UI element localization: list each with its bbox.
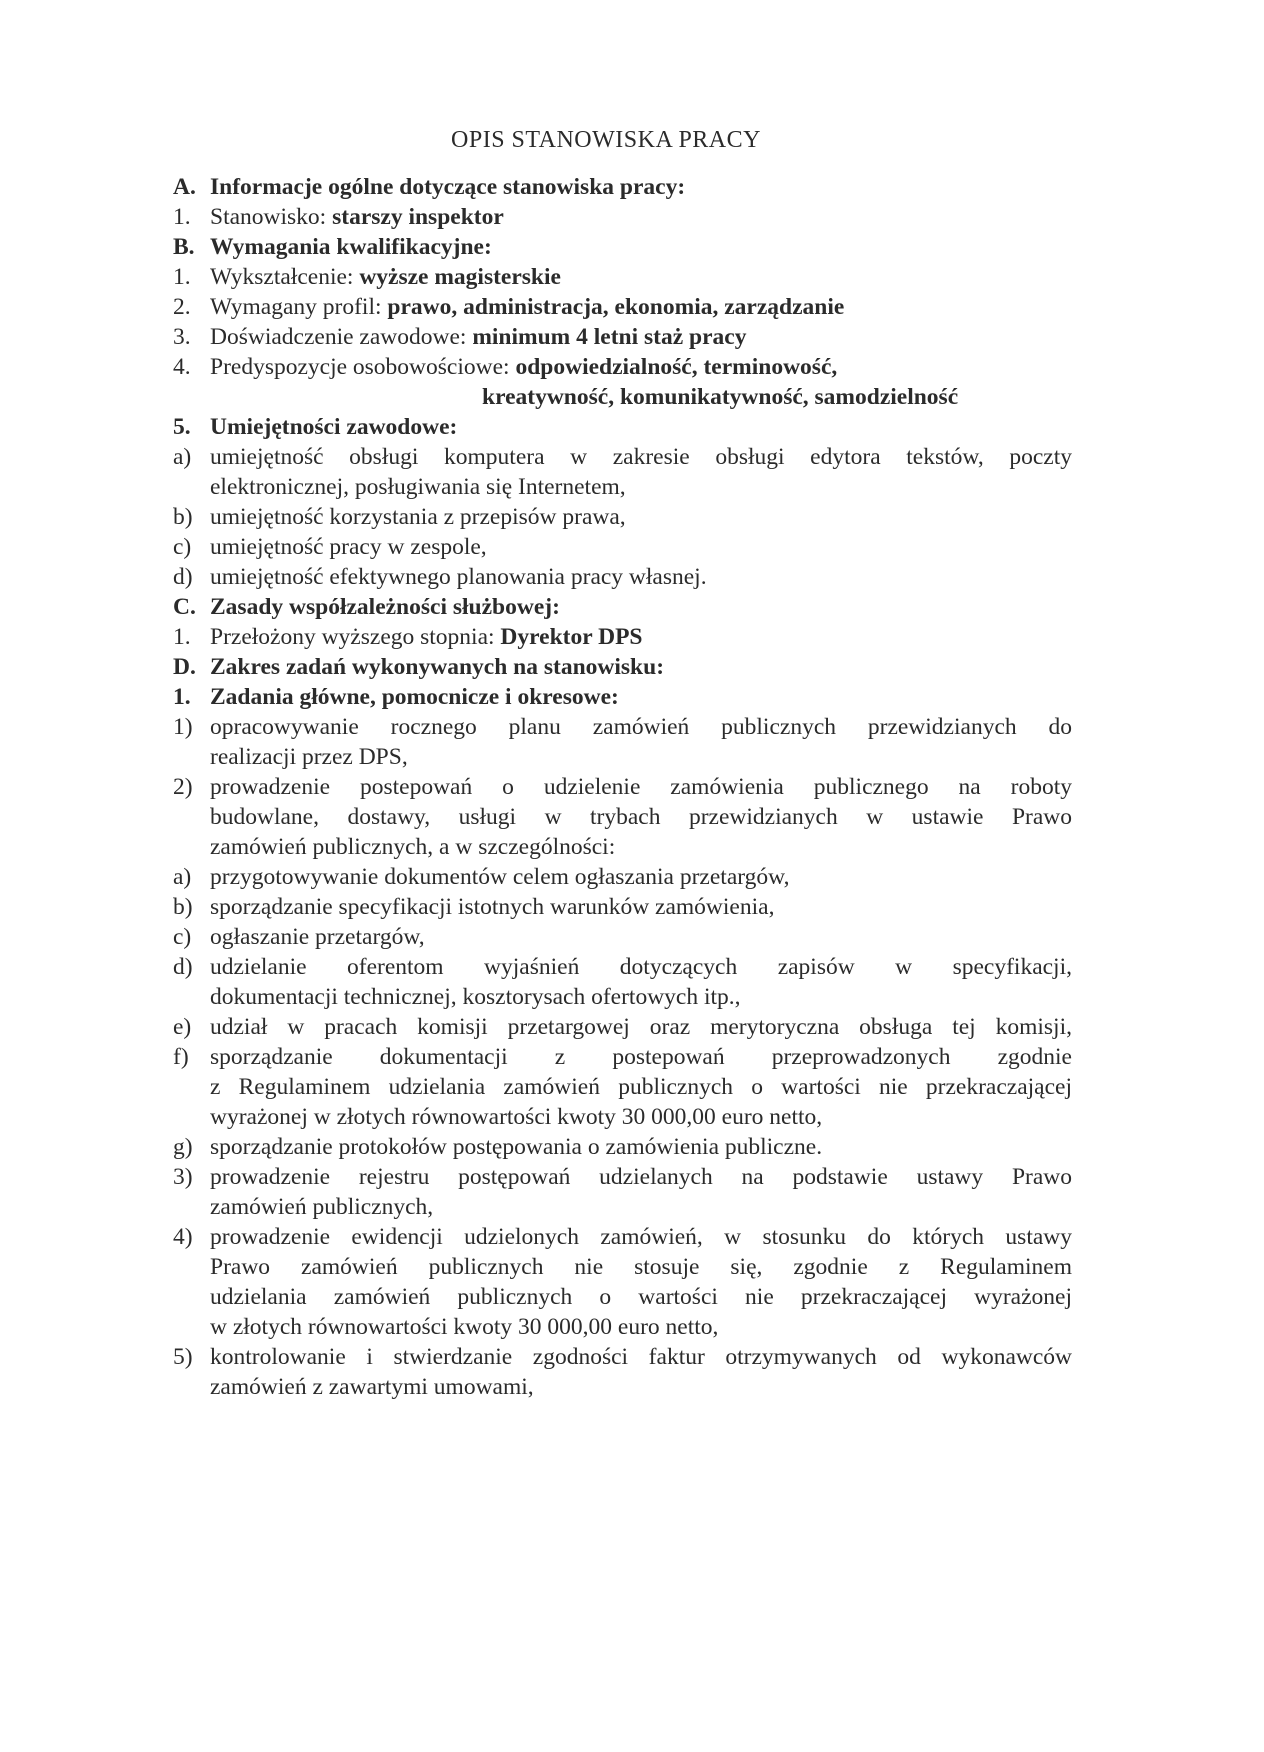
- line-text: [210, 862, 789, 892]
- line-text: [210, 232, 492, 262]
- line-marker: D.: [173, 654, 196, 680]
- line-text-plain: prowadzenie ewidencji udzielonych zamówień, w stosunku do których ustawy: [210, 1224, 1072, 1250]
- line-text-plain: kreatywność, komunikatywność, samodzielność: [482, 384, 959, 410]
- line-text: [210, 772, 1072, 802]
- line-text-plain: Wymagany profil:: [210, 294, 382, 320]
- line-text-plain: sporządzanie protokołów postępowania o zamówienia publiczne.: [210, 1134, 823, 1160]
- line-marker: 3.: [173, 324, 191, 350]
- line-text: [210, 622, 643, 652]
- line-text-plain: kontrolowanie i stwierdzanie zgodności faktur otrzymywanych od wykonawców: [210, 1344, 1072, 1370]
- line-text-plain: budowlane, dostawy, usługi w trybach przewidzianych w ustawie Prawo: [210, 804, 1072, 830]
- line-text: [210, 892, 774, 922]
- line-marker: d): [173, 954, 193, 980]
- line-text: [210, 652, 664, 682]
- line-text-plain: sporządzanie dokumentacji z postepowań przeprowadzonych zgodnie: [210, 1044, 1072, 1070]
- line-text-bold: starszy inspektor: [332, 204, 504, 230]
- line-text-plain: udzielanie oferentom wyjaśnień dotyczących zapisów w specyfikacji,: [210, 954, 1072, 980]
- line-text-plain: Wykształcenie:: [210, 264, 354, 290]
- line-text-plain: udzielania zamówień publicznych o wartości nie przekraczającej wyrażonej: [210, 1284, 1072, 1310]
- line-marker: b): [173, 894, 193, 920]
- line-text-plain: Przełożony wyższego stopnia:: [210, 624, 495, 650]
- line-text: [210, 1072, 1072, 1102]
- line-text: [210, 352, 837, 382]
- line-text-plain: Informacje ogólne dotyczące stanowiska pracy:: [210, 174, 686, 200]
- line-text: [210, 802, 1072, 832]
- line-text: [210, 832, 615, 862]
- line-text-bold: wyższe magisterskie: [359, 264, 561, 290]
- line-marker: 1): [173, 714, 193, 740]
- line-text-plain: Wymagania kwalifikacyjne:: [210, 234, 492, 260]
- document-title: OPIS STANOWISKA PRACY: [451, 127, 761, 153]
- line-text: [210, 952, 1072, 982]
- line-text: [210, 262, 561, 292]
- line-marker: B.: [173, 234, 195, 260]
- line-text: [210, 322, 746, 352]
- line-text-plain: dokumentacji technicznej, kosztorysach ofertowych itp.,: [210, 984, 741, 1010]
- line-text-plain: prowadzenie postepowań o udzielenie zamówienia publicznego na roboty: [210, 774, 1072, 800]
- line-text: [210, 502, 626, 532]
- line-marker: a): [173, 864, 192, 890]
- line-text: [210, 1282, 1072, 1312]
- line-text: [210, 1192, 433, 1222]
- line-text: [210, 172, 685, 202]
- line-marker: d): [173, 564, 193, 590]
- line-marker: 3): [173, 1164, 193, 1190]
- line-text-plain: umiejętność efektywnego planowania pracy własnej.: [210, 564, 707, 590]
- line-text-plain: Predyspozycje osobowościowe:: [210, 354, 510, 380]
- line-text-plain: Umiejętności zawodowe:: [210, 414, 458, 440]
- line-marker: 1.: [173, 684, 191, 710]
- line-marker: A.: [173, 174, 196, 200]
- line-text-plain: w złotych równowartości kwoty 30 000,00 euro netto,: [210, 1314, 719, 1340]
- line-text: [210, 592, 560, 622]
- line-text: [210, 682, 619, 712]
- line-text-plain: ogłaszanie przetargów,: [210, 924, 425, 950]
- line-text: [210, 1312, 718, 1342]
- line-marker: 2): [173, 774, 193, 800]
- line-text-plain: z Regulaminem udzielania zamówień publicznych o wartości nie przekraczającej: [210, 1074, 1072, 1100]
- line-text-plain: zamówień publicznych, a w szczególności:: [210, 834, 616, 860]
- line-text-plain: sporządzanie specyfikacji istotnych warunków zamówienia,: [210, 894, 775, 920]
- line-text: [210, 1132, 822, 1162]
- line-text: [210, 202, 504, 232]
- line-text: [210, 982, 741, 1012]
- line-text: [210, 712, 1072, 742]
- line-marker: 4.: [173, 354, 191, 380]
- line-text-plain: opracowywanie rocznego planu zamówień publicznych przewidzianych do: [210, 714, 1072, 740]
- line-marker: e): [173, 1014, 192, 1040]
- line-text: [210, 412, 457, 442]
- line-marker: 5): [173, 1344, 193, 1370]
- line-text: [210, 1042, 1072, 1072]
- line-text: [210, 1012, 1072, 1042]
- line-text: [210, 472, 626, 502]
- line-text-plain: przygotowywanie dokumentów celem ogłaszania przetargów,: [210, 864, 790, 890]
- line-text-plain: zamówień publicznych,: [210, 1194, 434, 1220]
- line-text: [210, 1222, 1072, 1252]
- line-text: [210, 1102, 822, 1132]
- line-text: [210, 1372, 534, 1402]
- line-text: [210, 442, 1072, 472]
- line-text-plain: prowadzenie rejestru postępowań udzielanych na podstawie ustawy Prawo: [210, 1164, 1072, 1190]
- line-marker: 5.: [173, 414, 191, 440]
- line-text-bold: Dyrektor DPS: [500, 624, 643, 650]
- line-text: [210, 742, 408, 772]
- line-text-plain: umiejętność pracy w zespole,: [210, 534, 487, 560]
- line-marker: 1.: [173, 204, 191, 230]
- line-marker: C.: [173, 594, 196, 620]
- line-text-plain: umiejętność obsługi komputera w zakresie obsługi edytora tekstów, poczty: [210, 444, 1072, 470]
- line-text: [210, 1252, 1072, 1282]
- line-text-plain: elektronicznej, posługiwania się Internetem,: [210, 474, 626, 500]
- line-text-plain: Zasady współzależności służbowej:: [210, 594, 560, 620]
- line-text-bold: odpowiedzialność, terminowość,: [515, 354, 838, 380]
- line-marker: 1.: [173, 624, 191, 650]
- line-text: [210, 1162, 1072, 1192]
- line-text: [210, 532, 487, 562]
- line-text-bold: minimum 4 letni staż pracy: [472, 324, 747, 350]
- line-text-plain: Prawo zamówień publicznych nie stosuje się, zgodnie z Regulaminem: [210, 1254, 1072, 1280]
- line-text: [210, 292, 844, 322]
- line-marker: 2.: [173, 294, 191, 320]
- line-marker: a): [173, 444, 192, 470]
- line-marker: f): [173, 1044, 189, 1070]
- line-text: [210, 1342, 1072, 1372]
- line-text-plain: Stanowisko:: [210, 204, 327, 230]
- line-text-plain: zamówień z zawartymi umowami,: [210, 1374, 534, 1400]
- line-text-plain: realizacji przez DPS,: [210, 744, 408, 770]
- line-marker: c): [173, 924, 192, 950]
- line-text-plain: Doświadczenie zawodowe:: [210, 324, 467, 350]
- line-text-plain: umiejętność korzystania z przepisów prawa,: [210, 504, 626, 530]
- line-text-plain: Zadania główne, pomocnicze i okresowe:: [210, 684, 619, 710]
- line-text-plain: wyrażonej w złotych równowartości kwoty 30 000,00 euro netto,: [210, 1104, 823, 1130]
- line-marker: c): [173, 534, 192, 560]
- line-text-bold: prawo, administracja, ekonomia, zarządzanie: [387, 294, 845, 320]
- line-text: [210, 562, 707, 592]
- line-text-plain: Zakres zadań wykonywanych na stanowisku:: [210, 654, 665, 680]
- line-marker: 4): [173, 1224, 193, 1250]
- line-marker: b): [173, 504, 193, 530]
- line-marker: g): [173, 1134, 193, 1160]
- line-marker: 1.: [173, 264, 191, 290]
- line-text: [210, 922, 425, 952]
- line-text-plain: udział w pracach komisji przetargowej oraz merytoryczna obsługa tej komisji,: [210, 1014, 1072, 1040]
